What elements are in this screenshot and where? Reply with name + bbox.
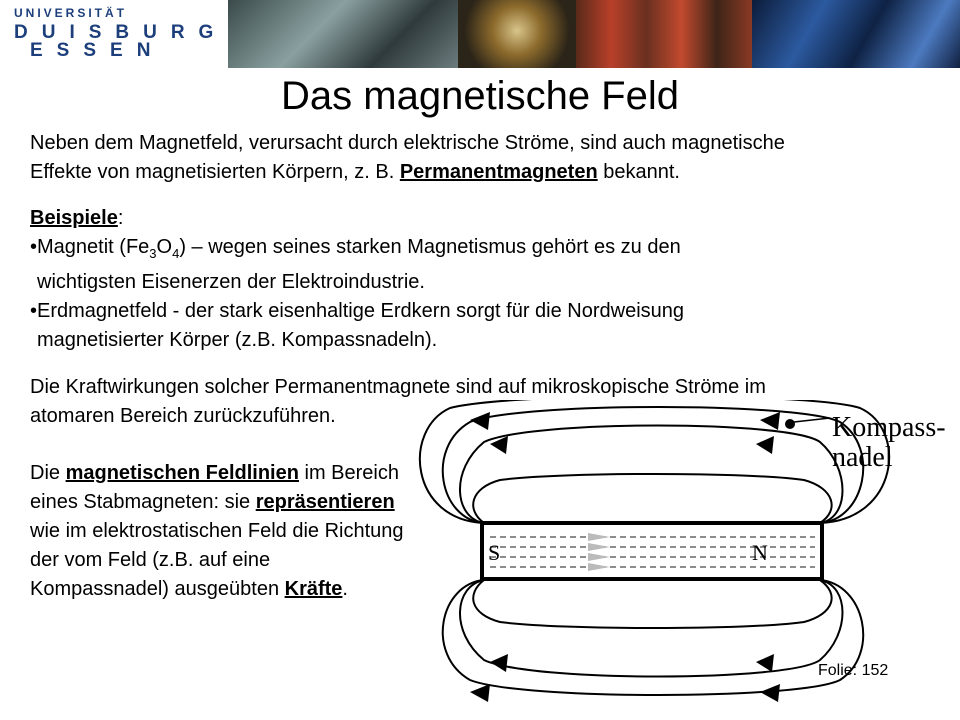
header-banner (0, 0, 960, 68)
logo-line2: ESSEN (30, 40, 165, 61)
compass-label-line2: nadel (832, 442, 893, 473)
bar-magnet (482, 523, 822, 579)
term-kraefte: Kräfte (284, 578, 343, 600)
examples-section (30, 204, 684, 355)
field-line (420, 400, 889, 523)
slide-number: Folie: 152 (818, 662, 889, 679)
field-line (443, 580, 863, 695)
subscript: 3 (149, 246, 157, 261)
header-photo-3 (576, 0, 752, 68)
example-item-magnetit (30, 233, 684, 268)
example-text: O (156, 236, 173, 258)
feld-text: im Bereich eines Stabmagneten: sie (30, 462, 399, 513)
example-text: ) – wegen seines starken Magnetismus gehört es zu den (179, 236, 681, 258)
examples-heading-label: Beispiele (30, 207, 118, 229)
logo-line1: DUISBURG (14, 22, 228, 43)
university-logo (0, 0, 228, 68)
examples-heading-colon: : (117, 207, 124, 229)
pole-n: N (752, 540, 768, 565)
example-text: Erdmagnetfeld - der stark eisenhaltige Erdkern sorgt für die Nordweisung (37, 300, 685, 322)
examples-heading (30, 204, 684, 233)
arrow-icon (470, 684, 490, 702)
term-permanentmagneten: Permanentmagneten (399, 161, 598, 183)
intro-text-end: bekannt. (597, 161, 680, 183)
arrow-icon (490, 654, 508, 672)
example-text: Magnetit (Fe (37, 236, 150, 258)
arrow-icon (760, 684, 780, 702)
kraft-line1: Die Kraftwirkungen solcher Permanentmagnete sind auf mikroskopische Ströme im (30, 376, 766, 398)
feldlinien-paragraph (30, 459, 410, 604)
term-repraesentieren: repräsentieren (255, 491, 395, 513)
example-item-magnetit-cont: wichtigsten Eisenerzen der Elektroindustrie. (37, 271, 425, 293)
field-line (473, 474, 831, 523)
compass-needle-icon (785, 419, 795, 429)
field-line (443, 407, 863, 523)
bar-magnet-field-diagram (410, 400, 950, 705)
feld-text: wie im elektrostatischen Feld die Richtung der vom Feld (z.B. auf eine Kompassnadel) ausgeübten (30, 520, 404, 600)
intro-line2 (30, 158, 785, 187)
example-item-erdmagnetfeld (30, 297, 684, 326)
header-photo-2 (458, 0, 576, 68)
bullet: • (30, 236, 38, 258)
example-item-erdmagnetfeld-cont: magnetisierter Körper (z.B. Kompassnadeln). (37, 329, 438, 351)
arrow-icon (756, 654, 774, 672)
arrow-icon (756, 436, 774, 454)
intro-text: Effekte von magnetisierten Körpern, z. B. (30, 161, 400, 183)
slide-title: Das magnetische Feld (281, 74, 679, 118)
compass-pointer-line (794, 418, 830, 422)
intro-line1: Neben dem Magnetfeld, verursacht durch elektrische Ströme, sind auch magnetische (30, 132, 785, 154)
term-feldlinien: magnetischen Feldlinien (65, 462, 299, 484)
header-photo-1 (228, 0, 458, 68)
arrow-icon (470, 412, 490, 430)
header-photo-4 (752, 0, 960, 68)
compass-label-line1: Kompass- (832, 412, 946, 443)
intro-paragraph (30, 129, 785, 187)
feld-text: Die (30, 462, 66, 484)
bullet: • (30, 300, 38, 322)
kraft-line2: atomaren Bereich zurückzuführen. (30, 405, 336, 427)
subscript: 4 (172, 246, 180, 261)
feld-text: . (342, 578, 348, 600)
arrow-icon (760, 412, 780, 430)
field-line (473, 580, 831, 628)
pole-s: S (488, 540, 501, 565)
logo-university-text: UNIVERSITÄT (14, 6, 128, 20)
